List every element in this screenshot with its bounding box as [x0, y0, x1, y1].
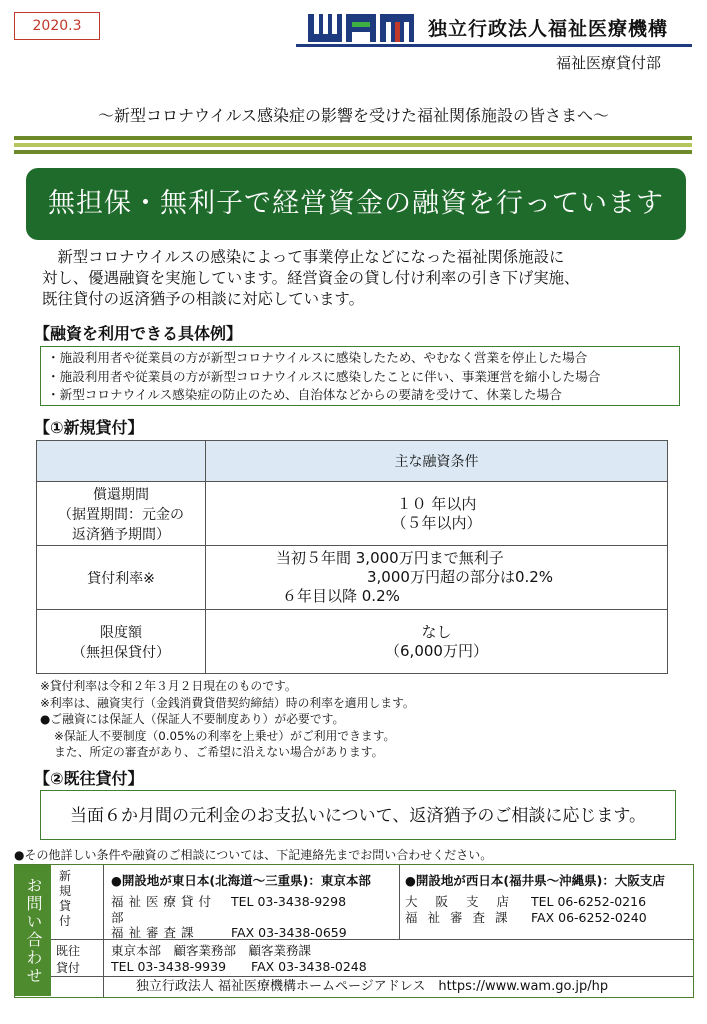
contact-phone: TEL 06-6252-0216	[531, 894, 647, 909]
west-contact	[405, 871, 691, 925]
new-loan-heading: 【①新規貸付】	[34, 418, 144, 437]
east-contact	[111, 871, 395, 941]
note-line: ※貸付利率は令和２年３月２日現在のものです。	[40, 679, 297, 693]
contact-dept: 福祉審査課	[111, 925, 199, 940]
contact-row	[111, 925, 395, 941]
example-item: ・新型コロナウイルス感染症の防止のため、自治体などからの要請を受けて、休業した場合	[47, 387, 562, 402]
header-rule	[296, 44, 692, 47]
table-row	[37, 482, 668, 546]
department-name: 福祉医療貸付部	[556, 54, 662, 72]
row-label-line: （据置期間：元金の	[58, 506, 184, 523]
row-label-line: 償還期間	[93, 486, 149, 503]
contact-note: ●その他詳しい条件や融資のご相談については、下記連絡先までお問い合わせください。	[14, 848, 493, 862]
row-label-line: （無担保貸付）	[72, 644, 170, 661]
example-item: ・施設利用者や従業員の方が新型コロナウイルスに感染したことに伴い、事業運営を縮小した場合	[47, 368, 601, 384]
row-label-line: 限度額	[100, 624, 142, 641]
note-line: ※利率は、融資実行（金銭消費貸借契約締結）時の利率を適用します。	[40, 695, 415, 710]
row-label-line: 返済猶予期間）	[72, 526, 170, 543]
homepage-address: 独立行政法人 福祉医療機構ホームページアドレス https://www.wam.go.jp/hp	[51, 976, 693, 997]
table-header-row	[37, 441, 668, 482]
east-heading: ●開設地が東日本(北海道～三重県)：東京本部	[111, 873, 371, 888]
row-value-line: 当初５年間 3,000万円まで無利子	[276, 549, 504, 567]
examples-box	[40, 346, 680, 406]
note-line: ※保証人不要制度（0.05%の利率を上乗せ）がご利用できます。	[54, 728, 396, 743]
table-row	[37, 546, 668, 610]
subtitle: ～新型コロナウイルス感染症の影響を受けた福祉関係施設の皆さまへ～	[97, 106, 610, 125]
row-label	[37, 482, 206, 546]
new-loan-label: 新規貸付	[58, 869, 71, 928]
note-line: また、所定の審査があり、ご希望に沿えない場合があります。	[54, 745, 384, 759]
loan-notes	[40, 678, 680, 761]
row-value-line: ６年目以降 0.2%	[282, 587, 400, 605]
table-header-blank	[37, 441, 206, 482]
contact-row	[111, 894, 395, 925]
intro-paragraph	[42, 247, 682, 310]
existing-loan-heading: 【②既往貸付】	[34, 769, 144, 788]
row-label	[37, 610, 206, 674]
row-value-line: （6,000万円）	[385, 641, 488, 660]
existing-loan-label: 既往貸付	[55, 944, 80, 975]
note-line: ●ご融資には保証人（保証人不要制度あり）が必要です。	[40, 712, 345, 726]
west-heading: ●開設地が西日本(福井県～沖縄県)：大阪支店	[405, 873, 665, 888]
contact-phone: FAX 06-6252-0240	[531, 909, 647, 925]
row-value	[206, 610, 668, 674]
row-label: 貸付利率※	[37, 546, 206, 610]
row-value-line: なし	[421, 622, 452, 641]
contact-row	[405, 910, 691, 926]
row-value-line: （５年以内）	[391, 513, 482, 532]
contact-phone: TEL 03-3438-9298	[231, 894, 347, 909]
table-row	[37, 610, 668, 674]
existing-contact-line: TEL 03-3438-9939 FAX 03-3438-0248	[111, 959, 367, 974]
intro-line: 新型コロナウイルスの感染によって事業停止などになった福祉関係施設に	[57, 248, 565, 266]
intro-line: 既往貸付の返済猶予の相談に対応しています。	[42, 290, 364, 308]
table-header-conditions: 主な融資条件	[206, 441, 668, 482]
headline-banner: 無担保・無利子で経営資金の融資を行っています	[26, 168, 686, 240]
loan-conditions-table	[36, 440, 668, 674]
examples-heading: 【融資を利用できる具体例】	[34, 324, 243, 343]
contact-row	[405, 894, 691, 910]
contact-dept: 大阪支店	[405, 894, 528, 909]
contact-dept: 福祉医療貸付部	[111, 894, 217, 925]
divider	[399, 865, 400, 939]
org-name: 独立行政法人福祉医療機構	[428, 18, 669, 40]
row-value-line: １０ 年以内	[396, 494, 477, 513]
existing-contact	[111, 943, 691, 975]
contact-box	[14, 864, 694, 998]
contact-phone: FAX 03-3438-0659	[231, 925, 347, 940]
deferral-box: 当面６か月間の元利金のお支払いについて、返済猶予のご相談に応じます。	[40, 790, 676, 840]
row-value	[206, 546, 668, 610]
divider-stripes	[14, 136, 692, 157]
inquiry-label: お問い合わせ	[15, 865, 51, 996]
issue-date: 2020.3	[14, 12, 100, 40]
contact-dept: 福祉審査課	[405, 909, 518, 925]
example-item: ・施設利用者や従業員の方が新型コロナウイルスに感染したため、やむなく営業を停止した場合	[47, 350, 588, 365]
intro-line: 対し、優遇融資を実施しています。経営資金の貸し付け利率の引き下げ実施、	[42, 269, 580, 287]
wam-logo	[308, 12, 416, 46]
existing-contact-line: 東京本部 顧客業務部 顧客業務課	[111, 943, 312, 958]
row-value	[206, 482, 668, 546]
row-value-line: 3,000万円超の部分は0.2%	[367, 568, 554, 586]
